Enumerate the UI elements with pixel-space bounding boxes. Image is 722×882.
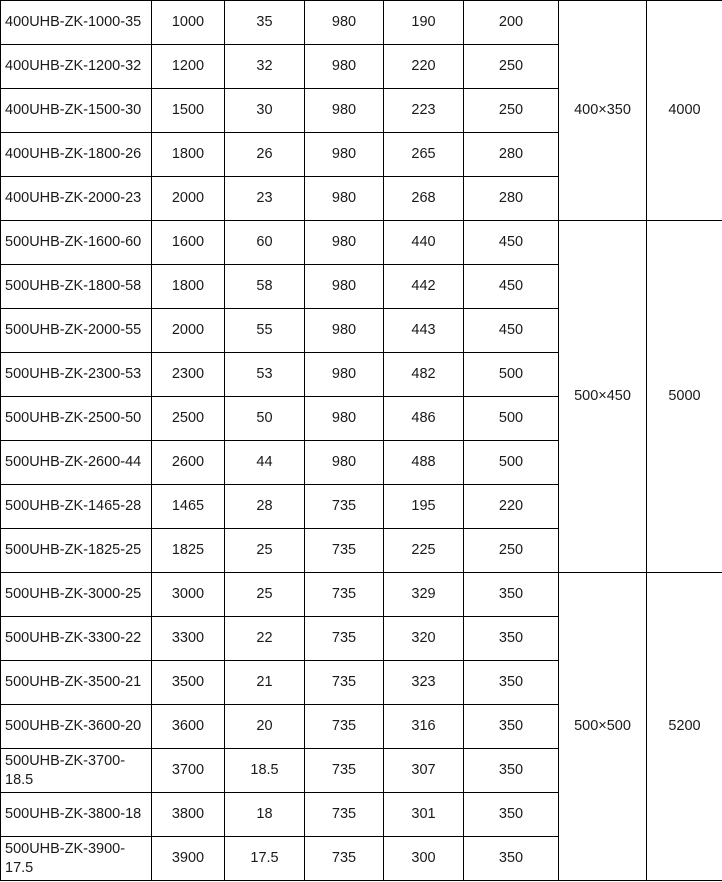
cell-head: 23 — [225, 177, 305, 221]
cell-motor-power: 200 — [464, 1, 559, 45]
cell-model: 500UHB-ZK-3800-18 — [1, 793, 152, 837]
cell-motor-power: 350 — [464, 573, 559, 617]
cell-motor-power: 350 — [464, 661, 559, 705]
cell-model: 500UHB-ZK-2600-44 — [1, 441, 152, 485]
cell-flow: 1800 — [152, 265, 225, 309]
cell-motor-power: 250 — [464, 89, 559, 133]
cell-flow: 3600 — [152, 705, 225, 749]
cell-power: 488 — [384, 441, 464, 485]
cell-model: 400UHB-ZK-1200-32 — [1, 45, 152, 89]
cell-model: 400UHB-ZK-1000-35 — [1, 1, 152, 45]
cell-power: 307 — [384, 749, 464, 793]
cell-flow: 3500 — [152, 661, 225, 705]
cell-head: 21 — [225, 661, 305, 705]
cell-speed: 980 — [305, 309, 384, 353]
cell-power: 268 — [384, 177, 464, 221]
cell-weight: 5000 — [647, 221, 722, 573]
cell-motor-power: 350 — [464, 749, 559, 793]
cell-flow: 1465 — [152, 485, 225, 529]
cell-speed: 735 — [305, 749, 384, 793]
cell-motor-power: 450 — [464, 221, 559, 265]
cell-motor-power: 350 — [464, 617, 559, 661]
cell-head: 18.5 — [225, 749, 305, 793]
cell-power: 220 — [384, 45, 464, 89]
cell-speed: 735 — [305, 573, 384, 617]
cell-motor-power: 450 — [464, 309, 559, 353]
cell-model: 400UHB-ZK-2000-23 — [1, 177, 152, 221]
cell-flow: 2600 — [152, 441, 225, 485]
cell-motor-power: 220 — [464, 485, 559, 529]
cell-model: 400UHB-ZK-1800-26 — [1, 133, 152, 177]
cell-head: 35 — [225, 1, 305, 45]
cell-flow: 1000 — [152, 1, 225, 45]
cell-model: 500UHB-ZK-1600-60 — [1, 221, 152, 265]
cell-model: 500UHB-ZK-3600-20 — [1, 705, 152, 749]
cell-power: 301 — [384, 793, 464, 837]
cell-flow: 2500 — [152, 397, 225, 441]
cell-motor-power: 280 — [464, 133, 559, 177]
cell-flow: 3300 — [152, 617, 225, 661]
cell-speed: 735 — [305, 837, 384, 881]
cell-power: 225 — [384, 529, 464, 573]
cell-weight: 4000 — [647, 1, 722, 221]
cell-head: 25 — [225, 529, 305, 573]
cell-head: 20 — [225, 705, 305, 749]
cell-speed: 735 — [305, 617, 384, 661]
cell-power: 223 — [384, 89, 464, 133]
cell-motor-power: 350 — [464, 837, 559, 881]
cell-power: 300 — [384, 837, 464, 881]
cell-motor-power: 500 — [464, 353, 559, 397]
cell-head: 50 — [225, 397, 305, 441]
cell-flow: 1825 — [152, 529, 225, 573]
cell-power: 316 — [384, 705, 464, 749]
cell-head: 58 — [225, 265, 305, 309]
cell-model: 500UHB-ZK-2000-55 — [1, 309, 152, 353]
cell-power: 329 — [384, 573, 464, 617]
cell-motor-power: 500 — [464, 441, 559, 485]
cell-speed: 980 — [305, 353, 384, 397]
cell-model: 500UHB-ZK-2300-53 — [1, 353, 152, 397]
cell-power: 195 — [384, 485, 464, 529]
cell-model: 500UHB-ZK-1465-28 — [1, 485, 152, 529]
cell-model: 500UHB-ZK-3500-21 — [1, 661, 152, 705]
table-row — [1, 573, 722, 617]
table-body — [1, 1, 722, 881]
cell-head: 32 — [225, 45, 305, 89]
cell-speed: 735 — [305, 793, 384, 837]
cell-speed: 980 — [305, 441, 384, 485]
cell-flow: 1800 — [152, 133, 225, 177]
cell-head: 60 — [225, 221, 305, 265]
cell-model: 500UHB-ZK-1800-58 — [1, 265, 152, 309]
table-row — [1, 1, 722, 45]
cell-speed: 735 — [305, 485, 384, 529]
cell-flow: 3700 — [152, 749, 225, 793]
cell-speed: 980 — [305, 45, 384, 89]
cell-power: 323 — [384, 661, 464, 705]
cell-speed: 980 — [305, 265, 384, 309]
cell-flow: 2000 — [152, 309, 225, 353]
cell-motor-power: 450 — [464, 265, 559, 309]
cell-motor-power: 280 — [464, 177, 559, 221]
cell-outlet-size: 500×450 — [559, 221, 647, 573]
cell-speed: 735 — [305, 529, 384, 573]
cell-motor-power: 350 — [464, 705, 559, 749]
cell-head: 55 — [225, 309, 305, 353]
cell-head: 53 — [225, 353, 305, 397]
cell-head: 17.5 — [225, 837, 305, 881]
cell-model: 500UHB-ZK-3300-22 — [1, 617, 152, 661]
cell-speed: 980 — [305, 177, 384, 221]
cell-power: 486 — [384, 397, 464, 441]
cell-weight: 5200 — [647, 573, 722, 881]
cell-speed: 735 — [305, 705, 384, 749]
cell-motor-power: 350 — [464, 793, 559, 837]
cell-flow: 3800 — [152, 793, 225, 837]
cell-model: 500UHB-ZK-2500-50 — [1, 397, 152, 441]
cell-head: 22 — [225, 617, 305, 661]
cell-flow: 3900 — [152, 837, 225, 881]
cell-power: 482 — [384, 353, 464, 397]
cell-outlet-size: 400×350 — [559, 1, 647, 221]
cell-head: 28 — [225, 485, 305, 529]
cell-speed: 980 — [305, 397, 384, 441]
table-row — [1, 221, 722, 265]
cell-speed: 980 — [305, 221, 384, 265]
cell-flow: 3000 — [152, 573, 225, 617]
cell-speed: 980 — [305, 1, 384, 45]
cell-model: 500UHB-ZK-3700-18.5 — [1, 749, 152, 793]
cell-motor-power: 250 — [464, 45, 559, 89]
cell-flow: 1500 — [152, 89, 225, 133]
cell-model: 400UHB-ZK-1500-30 — [1, 89, 152, 133]
cell-power: 320 — [384, 617, 464, 661]
cell-head: 44 — [225, 441, 305, 485]
cell-model: 500UHB-ZK-1825-25 — [1, 529, 152, 573]
cell-flow: 2300 — [152, 353, 225, 397]
cell-flow: 1200 — [152, 45, 225, 89]
cell-power: 443 — [384, 309, 464, 353]
cell-power: 440 — [384, 221, 464, 265]
cell-head: 30 — [225, 89, 305, 133]
cell-motor-power: 250 — [464, 529, 559, 573]
cell-head: 25 — [225, 573, 305, 617]
cell-motor-power: 500 — [464, 397, 559, 441]
cell-model: 500UHB-ZK-3900-17.5 — [1, 837, 152, 881]
cell-flow: 1600 — [152, 221, 225, 265]
cell-speed: 735 — [305, 661, 384, 705]
cell-model: 500UHB-ZK-3000-25 — [1, 573, 152, 617]
cell-flow: 2000 — [152, 177, 225, 221]
cell-power: 265 — [384, 133, 464, 177]
cell-speed: 980 — [305, 89, 384, 133]
cell-power: 190 — [384, 1, 464, 45]
cell-head: 18 — [225, 793, 305, 837]
cell-outlet-size: 500×500 — [559, 573, 647, 881]
cell-power: 442 — [384, 265, 464, 309]
cell-speed: 980 — [305, 133, 384, 177]
cell-head: 26 — [225, 133, 305, 177]
